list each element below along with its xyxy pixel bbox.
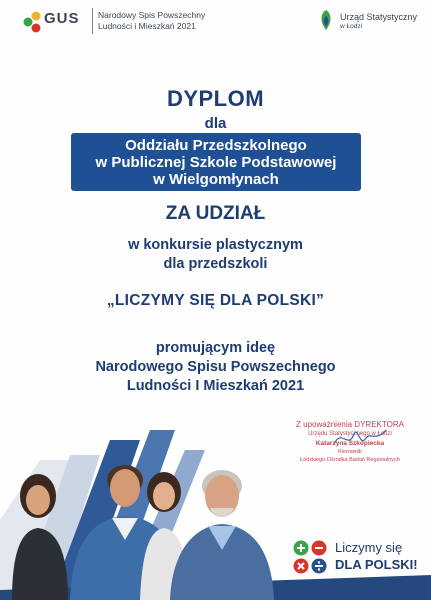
idea-line2: Narodowego Spisu Powszechnego [95, 359, 336, 375]
census-name-line2: Ludności i Mieszkań 2021 [98, 21, 196, 31]
school-name-line2: w Publicznej Szkole Podstawowej [95, 154, 337, 171]
participation-heading: ZA UDZIAŁ [165, 203, 266, 224]
idea-line3: Ludności I Mieszkań 2021 [126, 378, 305, 394]
math-symbols-icon [293, 540, 327, 574]
contest-line2: dla przedszkoli [163, 256, 268, 272]
cta-line1: Liczymy się [335, 540, 403, 555]
stamp-line1: Z upoważnienia DYREKTORA [296, 420, 404, 429]
cta-line2: DLA POLSKI! [335, 557, 418, 572]
contest-slogan: „LICZYMY SIĘ DLA POLSKI” [106, 292, 325, 309]
header-divider [92, 8, 93, 34]
statistical-office-city: w Łodzi [340, 23, 363, 30]
census-name-line1: Narodowy Spis Powszechny [98, 10, 206, 20]
school-name-line3: w Wielgomłynach [153, 171, 279, 188]
diploma-title: DYPLOM [166, 86, 265, 111]
statistical-office-name: Urząd Statystyczny [340, 12, 418, 22]
idea-line1: promującym ideę [155, 340, 276, 356]
stamp-line5: Łódzkiego Ośrodka Badań Regionalnych [300, 457, 400, 463]
statistical-office-logo-icon [318, 8, 334, 32]
stamp-line4: Kierownik [338, 449, 362, 455]
signature-icon [330, 424, 390, 452]
contest-line1: w konkursie plastycznym [128, 237, 303, 253]
stamp-line3: Katarzyna Szkopiecka [315, 440, 385, 447]
school-name-box [71, 133, 361, 191]
gus-text: GUS [44, 10, 80, 27]
for-label: dla [204, 115, 227, 132]
stamp-line2: Urzędu Statystycznego w Łodzi [308, 431, 392, 437]
school-name-line1: Oddziału Przedszkolnego [125, 137, 307, 154]
